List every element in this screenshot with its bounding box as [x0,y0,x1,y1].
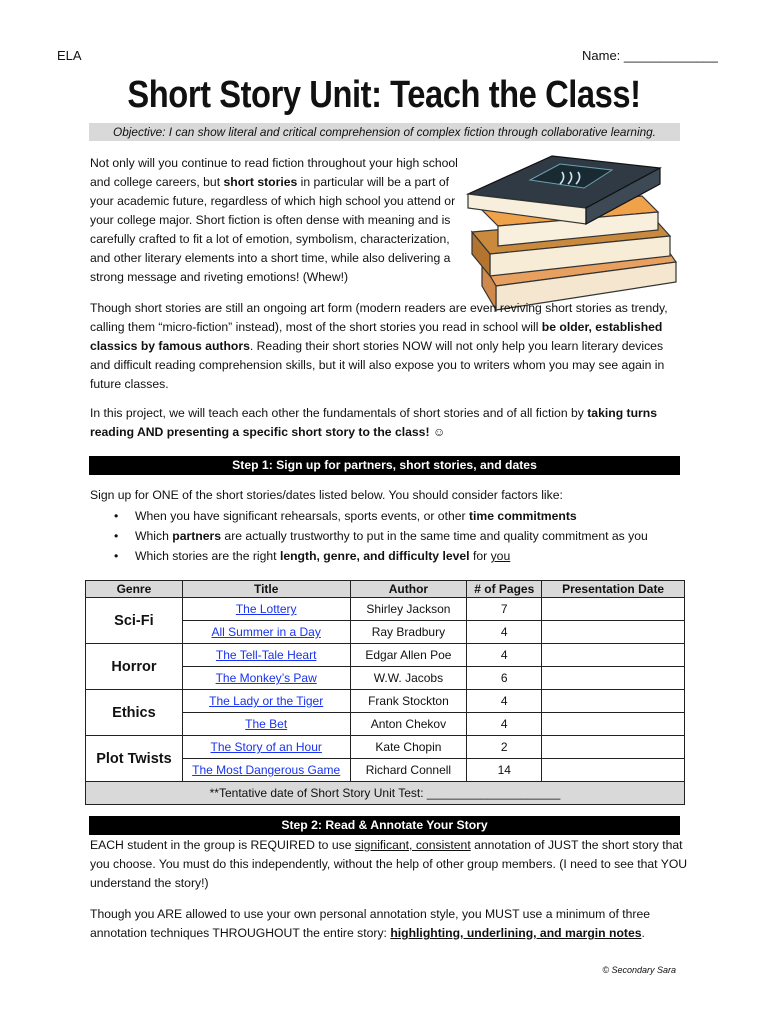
story-link[interactable]: The Lady or the Tiger [209,694,324,708]
bullet-icon: • [114,529,119,543]
table-row [86,598,685,621]
name-field-label: Name: _____________ [582,48,718,63]
step-1-heading: Step 1: Sign up for partners, short stories, and dates [89,456,680,475]
title-cell [182,644,350,667]
author-cell: Richard Connell [350,759,467,782]
column-header-title: Title [182,581,350,598]
bullet-icon: • [114,509,119,523]
story-link[interactable]: The Story of an Hour [210,740,322,754]
list-item: • Which stories are the right length, genre, and difficulty level for you [90,546,648,566]
pages-cell: 14 [467,759,542,782]
test-date-note: **Tentative date of Short Story Unit Test: ____________________ [86,782,685,805]
annotation-requirement-paragraph: EACH student in the group is REQUIRED to use significant, consistent annotation of JUST the short story that you choose. You must do this independently, without the help of other group members. (I need to see that YOU understand the story!) [90,838,688,890]
pages-cell: 4 [467,621,542,644]
date-cell[interactable] [542,690,685,713]
table-header-row [86,581,685,598]
story-link[interactable]: The Monkey’s Paw [215,671,317,685]
copyright-credit: © Secondary Sara [602,965,676,975]
signup-intro: Sign up for ONE of the short stories/dates listed below. You should consider factors like: [90,488,563,502]
story-link[interactable]: The Lottery [235,602,297,616]
page-title: Short Story Unit: Teach the Class! [127,74,641,116]
title-cell [182,667,350,690]
genre-cell: Plot Twists [86,736,183,782]
list-item: • When you have significant rehearsals, sports events, or other time commitments [90,506,648,526]
story-link[interactable]: The Tell-Tale Heart [215,648,317,662]
date-cell[interactable] [542,644,685,667]
date-cell[interactable] [542,621,685,644]
date-cell[interactable] [542,667,685,690]
pages-cell: 2 [467,736,542,759]
annotation-techniques-paragraph: Though you ARE allowed to use your own personal annotation style, you MUST use a minimum of three annotation techniques THROUGHOUT the entire story: highlighting, underlining, and margin notes. [90,907,651,940]
table-row [86,690,685,713]
author-cell: Edgar Allen Poe [350,644,467,667]
story-link[interactable]: The Most Dangerous Game [192,763,341,777]
genre-cell: Sci-Fi [86,598,183,644]
author-cell: Ray Bradbury [350,621,467,644]
story-link[interactable]: The Bet [245,717,288,731]
project-paragraph: In this project, we will teach each other the fundamentals of short stories and of all fiction by taking turns reading AND presenting a specific short story to the class! ☺ [90,406,657,439]
title-cell [182,759,350,782]
column-header-date: Presentation Date [542,581,685,598]
table-footer-row [86,782,685,805]
column-header-pages: # of Pages [467,581,542,598]
stack-of-books-icon [462,150,682,318]
table-row [86,644,685,667]
story-signup-table [85,580,685,805]
genre-cell: Horror [86,644,183,690]
bullet-icon: • [114,549,119,563]
pages-cell: 4 [467,644,542,667]
genre-cell: Ethics [86,690,183,736]
date-cell[interactable] [542,598,685,621]
author-cell: Shirley Jackson [350,598,467,621]
table-row [86,736,685,759]
author-cell: Anton Chekov [350,713,467,736]
author-cell: W.W. Jacobs [350,667,467,690]
date-cell[interactable] [542,713,685,736]
author-cell: Kate Chopin [350,736,467,759]
date-cell[interactable] [542,759,685,782]
column-header-author: Author [350,581,467,598]
author-cell: Frank Stockton [350,690,467,713]
date-cell[interactable] [542,736,685,759]
pages-cell: 4 [467,690,542,713]
column-header-genre: Genre [86,581,183,598]
pages-cell: 4 [467,713,542,736]
objective-banner: Objective: I can show literal and critical comprehension of complex fiction through collaborative learning. [89,123,680,141]
title-cell [182,598,350,621]
factor-list [90,506,648,566]
title-cell [182,690,350,713]
title-cell [182,736,350,759]
title-cell [182,621,350,644]
story-link[interactable]: All Summer in a Day [211,625,321,639]
step-2-heading: Step 2: Read & Annotate Your Story [89,816,680,835]
pages-cell: 6 [467,667,542,690]
title-cell [182,713,350,736]
intro-paragraph: Not only will you continue to read fiction throughout your high school and college careers, but short stories in particular will be a part of your academic future, regardless of which high school you attend or your college major. Short fiction is often dense with meaning and is carefully crafted to fit a lot of emotion, symbolism, characterization, and other literary elements into a short time, while also delivering a strong message and riveting emotions! (Whew!) [90,156,458,284]
classics-paragraph: Though short stories are still an ongoing art form (modern readers are even reviving short stories as trendy, calling them “micro-fiction” instead), most of the short stories you read in school will be older, established classics by famous authors. Reading their short stories NOW will not only help you learn literary devices and difficult reading comprehension skills, but it will also expose you to writers whom you may see again in future classes. [90,301,668,391]
pages-cell: 7 [467,598,542,621]
list-item: • Which partners are actually trustworthy to put in the same time and quality commitment as you [90,526,648,546]
subject-label: ELA [57,48,82,63]
